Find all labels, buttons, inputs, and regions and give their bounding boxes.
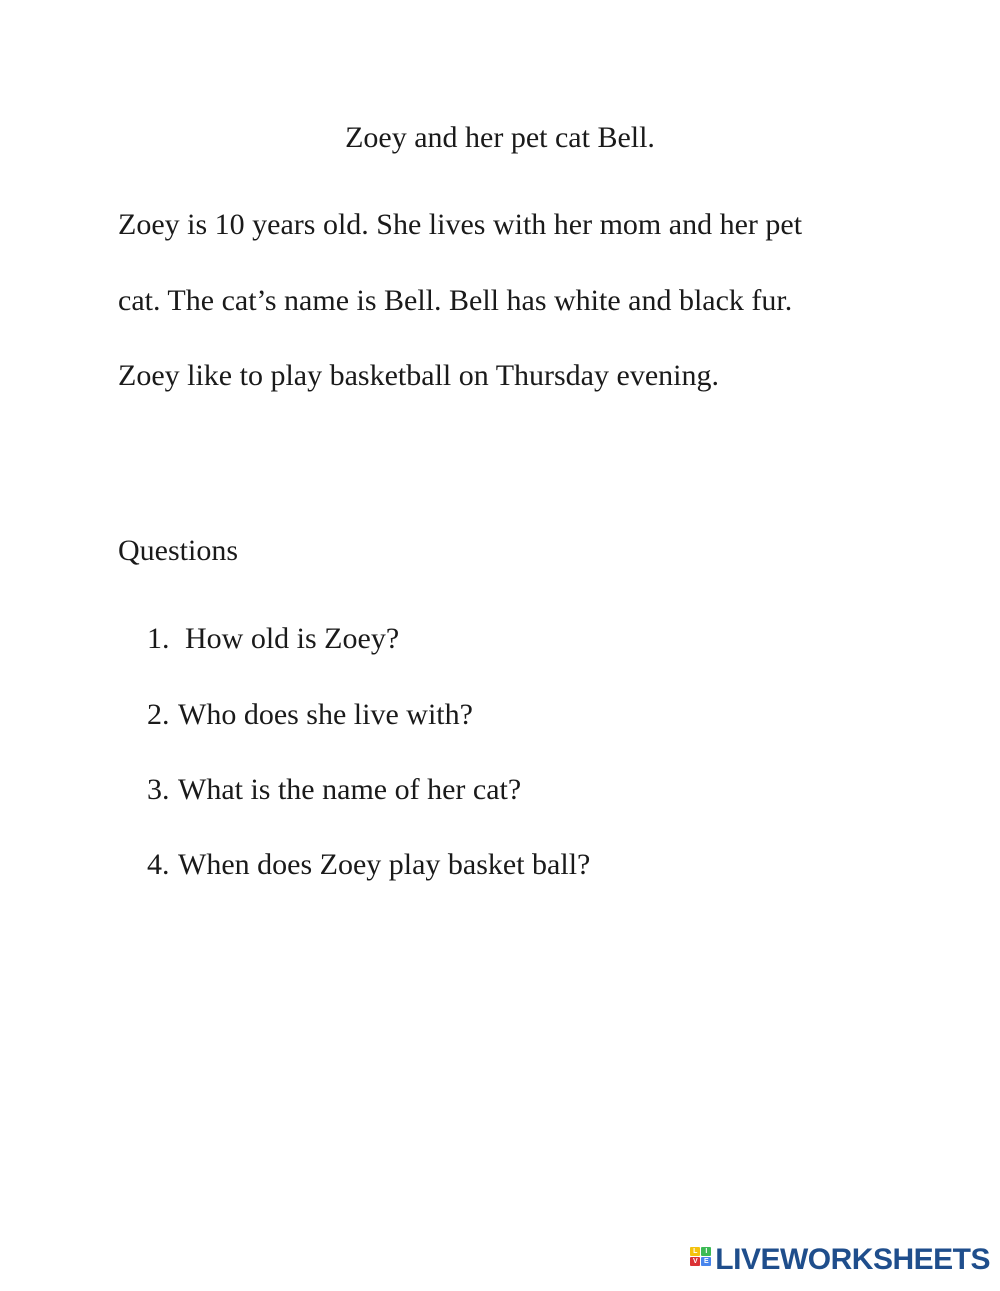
paragraph-line: Zoey like to play basketball on Thursday evening. [118, 359, 719, 392]
question-number: 1. [147, 622, 170, 655]
liveworksheets-logo-icon [690, 1245, 712, 1275]
question-item [147, 619, 399, 659]
question-text: How old is Zoey? [185, 622, 400, 655]
questions-heading: Questions [118, 534, 238, 567]
paragraph-line: Zoey is 10 years old. She lives with her mom and her pet [118, 208, 803, 241]
liveworksheets-logo [690, 1243, 990, 1277]
question-text: When does Zoey play basket ball? [178, 848, 591, 881]
liveworksheets-logo-text: LIVEWORKSHEETS [715, 1243, 990, 1276]
logo-mark-tile: E [701, 1257, 711, 1266]
worksheet-title: Zoey and her pet cat Bell. [345, 121, 655, 154]
question-number: 4. [147, 848, 170, 881]
question-number: 2. [147, 698, 170, 731]
paragraph-line: cat. The cat’s name is Bell. Bell has white and black fur. [118, 284, 793, 317]
logo-mark-tile: V [690, 1257, 700, 1266]
question-item [147, 770, 521, 810]
question-number: 3. [147, 773, 170, 806]
question-text: Who does she live with? [178, 698, 473, 731]
question-item [147, 695, 473, 735]
logo-mark-tile: L [690, 1247, 700, 1256]
question-item [147, 845, 590, 885]
logo-mark-tile: I [701, 1247, 711, 1256]
question-text: What is the name of her cat? [178, 773, 522, 806]
